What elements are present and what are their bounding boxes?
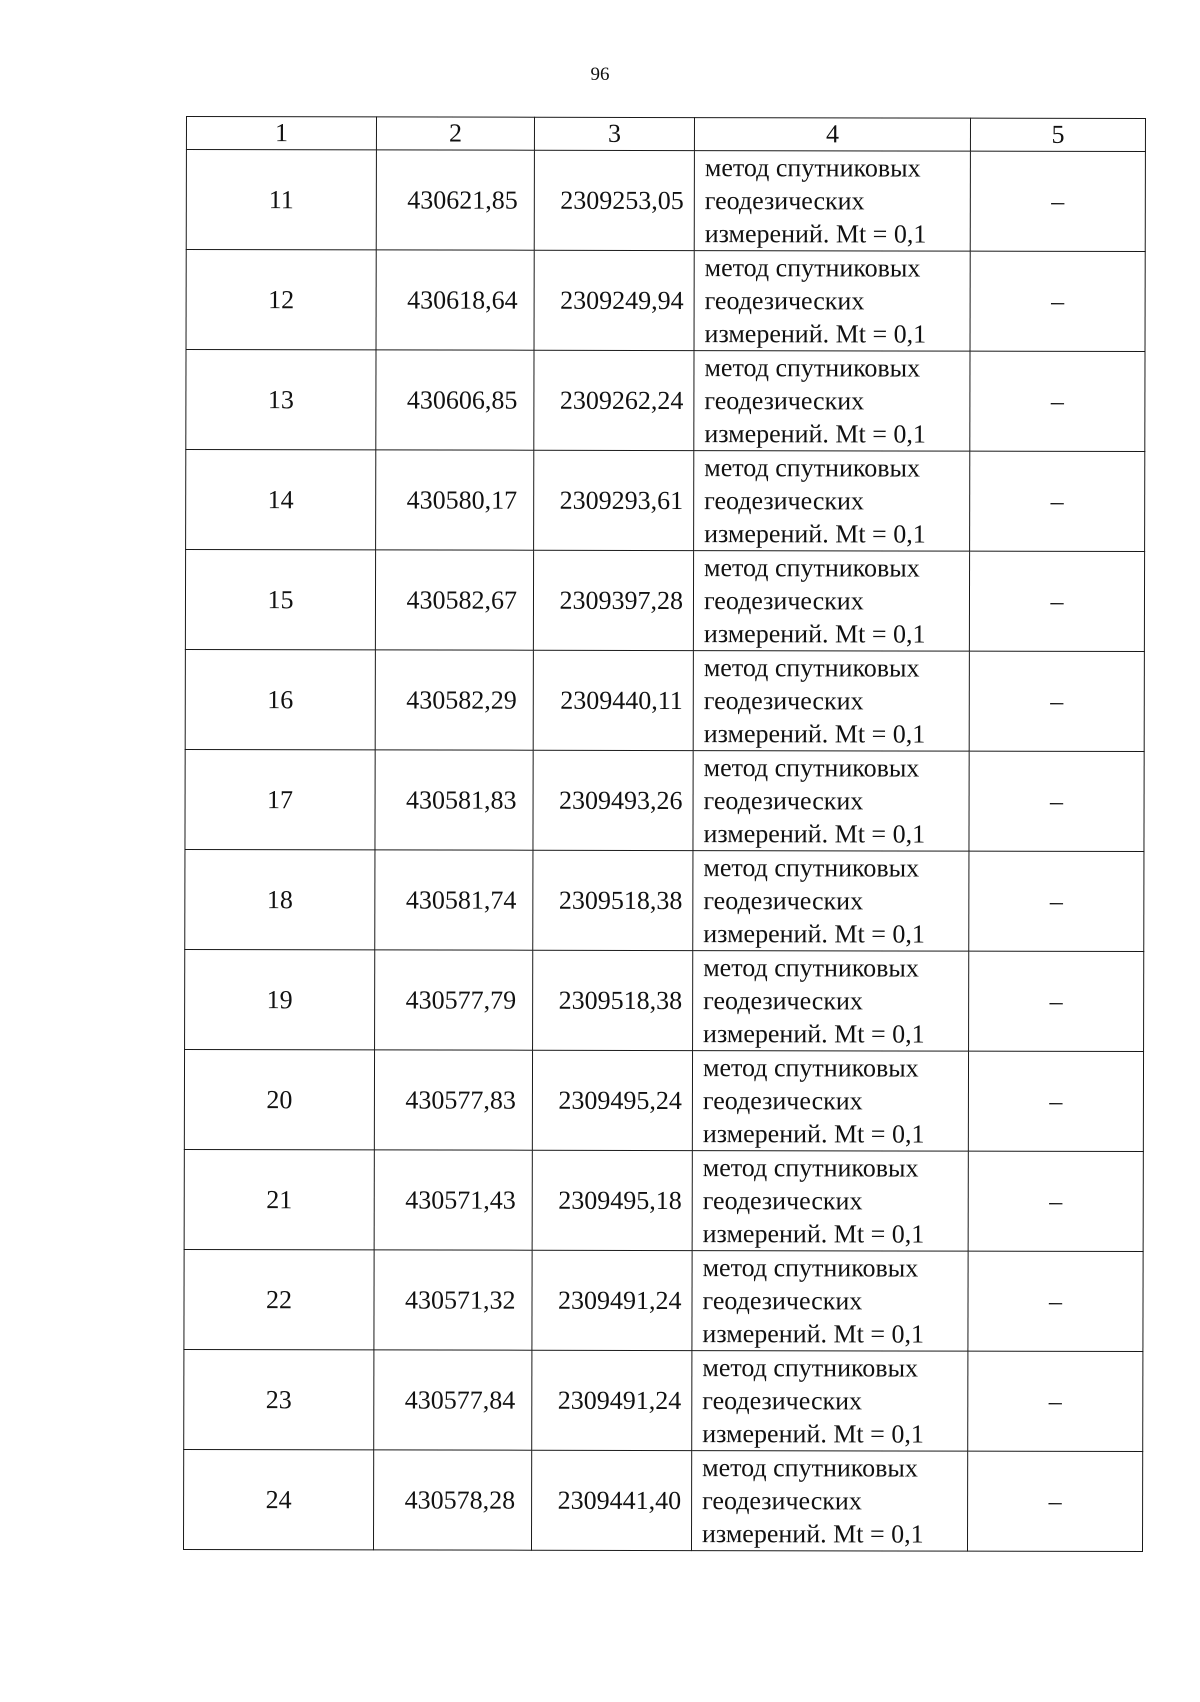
column-5-cell: – (969, 951, 1144, 1051)
method-description-cell (694, 251, 970, 352)
x-coordinate-cell: 430571,32 (374, 1250, 532, 1350)
table-body (183, 150, 1145, 1552)
method-description-cell (692, 1251, 968, 1352)
y-coordinate-cell: 2309493,26 (533, 750, 693, 850)
point-number-cell: 21 (184, 1149, 374, 1249)
point-number-cell: 19 (185, 949, 375, 1049)
y-coordinate-cell: 2309495,24 (532, 1050, 692, 1150)
column-5-cell: – (968, 1251, 1143, 1351)
point-number-cell: 16 (185, 649, 375, 749)
method-line: измерений. Mt = 0,1 (704, 419, 926, 449)
x-coordinate-cell: 430577,84 (374, 1350, 532, 1450)
header-cell-1: 1 (186, 117, 376, 150)
column-5-cell: – (969, 751, 1144, 851)
method-line: измерений. Mt = 0,1 (702, 1419, 924, 1449)
method-line: метод спутниковых (704, 253, 921, 283)
method-line: метод спутниковых (702, 1353, 919, 1383)
method-line: метод спутниковых (702, 1453, 918, 1483)
x-coordinate-cell: 430578,28 (373, 1450, 531, 1550)
method-line: метод спутниковых (703, 753, 920, 783)
method-description-cell (693, 651, 969, 752)
method-line: метод спутниковых (702, 1153, 919, 1183)
header-cell-3: 3 (534, 117, 694, 150)
method-description-cell (693, 851, 969, 952)
method-line: геодезических (703, 586, 864, 616)
method-line: метод спутниковых (704, 453, 920, 483)
method-description-cell (694, 151, 970, 252)
point-number-cell: 20 (184, 1049, 374, 1149)
y-coordinate-cell: 2309249,94 (534, 250, 694, 350)
method-line: измерений. Mt = 0,1 (704, 319, 927, 349)
method-description-cell (692, 1051, 968, 1152)
method-description-cell (692, 1351, 968, 1452)
point-number-cell: 15 (185, 550, 375, 650)
page-number: 96 (590, 64, 610, 85)
method-line: измерений. Mt = 0,1 (702, 1119, 925, 1149)
method-description-cell (693, 551, 969, 652)
method-line: метод спутниковых (704, 153, 921, 183)
method-line: геодезических (703, 986, 863, 1016)
method-line: измерений. Mt = 0,1 (703, 819, 926, 849)
x-coordinate-cell: 430581,83 (375, 750, 533, 850)
method-line: измерений. Mt = 0,1 (702, 1319, 925, 1349)
column-5-cell: – (968, 1051, 1143, 1151)
x-coordinate-cell: 430580,17 (376, 450, 534, 550)
table-row (184, 1249, 1143, 1351)
point-number-cell: 23 (184, 1349, 374, 1449)
y-coordinate-cell: 2309495,18 (532, 1150, 692, 1250)
method-line: геодезических (702, 1386, 863, 1416)
method-line: метод спутниковых (702, 1253, 919, 1283)
method-description-cell (691, 1451, 967, 1552)
method-line: геодезических (702, 1186, 863, 1216)
method-line: измерений. Mt = 0,1 (703, 619, 926, 649)
point-number-cell: 11 (186, 150, 376, 250)
coordinates-table (183, 116, 1146, 1552)
method-line: метод спутниковых (703, 953, 919, 983)
method-line: метод спутниковых (704, 553, 920, 583)
coordinates-table-container (183, 116, 1145, 1552)
header-cell-4: 4 (694, 118, 970, 152)
method-line: метод спутниковых (702, 1053, 919, 1083)
method-line: геодезических (702, 1286, 863, 1316)
column-5-cell: – (970, 451, 1145, 551)
method-line: метод спутниковых (704, 353, 921, 383)
table-row (185, 849, 1144, 951)
point-number-cell: 18 (185, 849, 375, 949)
table-row (186, 150, 1145, 252)
y-coordinate-cell: 2309262,24 (534, 350, 694, 450)
method-line: измерений. Mt = 0,1 (702, 1219, 925, 1249)
method-line: геодезических (704, 486, 864, 516)
method-description-cell (694, 351, 970, 452)
method-line: измерений. Mt = 0,1 (703, 919, 925, 949)
method-line: геодезических (704, 386, 865, 416)
table-row (184, 1149, 1143, 1251)
column-5-cell: – (969, 551, 1144, 651)
table-row (186, 250, 1145, 352)
method-description-cell (694, 451, 970, 552)
header-cell-2: 2 (376, 117, 534, 150)
method-line: измерений. Mt = 0,1 (703, 719, 926, 749)
table-row (186, 350, 1145, 452)
point-number-cell: 12 (186, 250, 376, 350)
x-coordinate-cell: 430582,67 (375, 550, 533, 650)
table-header (186, 117, 1145, 152)
table-row (185, 749, 1144, 851)
point-number-cell: 17 (185, 749, 375, 849)
point-number-cell: 13 (186, 350, 376, 450)
x-coordinate-cell: 430618,64 (376, 250, 534, 350)
method-line: метод спутниковых (703, 853, 920, 883)
method-line: измерений. Mt = 0,1 (704, 519, 926, 549)
column-5-cell: – (968, 1351, 1143, 1451)
table-row (184, 1049, 1143, 1151)
x-coordinate-cell: 430606,85 (376, 350, 534, 450)
y-coordinate-cell: 2309397,28 (533, 550, 693, 650)
method-line: измерений. Mt = 0,1 (704, 219, 927, 249)
y-coordinate-cell: 2309518,38 (533, 850, 693, 950)
column-5-cell: – (969, 651, 1144, 751)
header-row (186, 117, 1145, 152)
method-line: геодезических (702, 1086, 863, 1116)
y-coordinate-cell: 2309491,24 (532, 1350, 692, 1450)
column-5-cell: – (970, 151, 1145, 251)
column-5-cell: – (969, 851, 1144, 951)
column-5-cell: – (970, 251, 1145, 351)
method-line: геодезических (704, 186, 865, 216)
column-5-cell: – (968, 1151, 1143, 1251)
method-line: метод спутниковых (703, 653, 920, 683)
header-cell-5: 5 (970, 118, 1145, 151)
x-coordinate-cell: 430577,79 (375, 950, 533, 1050)
point-number-cell: 24 (183, 1449, 373, 1549)
table-row (184, 1349, 1143, 1451)
method-line: измерений. Mt = 0,1 (702, 1519, 924, 1549)
method-line: измерений. Mt = 0,1 (703, 1019, 925, 1049)
x-coordinate-cell: 430621,85 (376, 150, 534, 250)
table-row (185, 550, 1144, 652)
y-coordinate-cell: 2309293,61 (534, 450, 694, 550)
method-description-cell (693, 951, 969, 1052)
column-5-cell: – (967, 1451, 1142, 1551)
table-row (185, 949, 1144, 1051)
point-number-cell: 22 (184, 1249, 374, 1349)
x-coordinate-cell: 430577,83 (374, 1050, 532, 1150)
method-line: геодезических (703, 786, 864, 816)
point-number-cell: 14 (186, 450, 376, 550)
x-coordinate-cell: 430571,43 (374, 1150, 532, 1250)
column-5-cell: – (970, 351, 1145, 451)
table-row (185, 649, 1144, 751)
table-row (186, 450, 1145, 552)
x-coordinate-cell: 430581,74 (375, 850, 533, 950)
y-coordinate-cell: 2309518,38 (533, 950, 693, 1050)
method-line: геодезических (704, 286, 865, 316)
y-coordinate-cell: 2309491,24 (532, 1250, 692, 1350)
x-coordinate-cell: 430582,29 (375, 650, 533, 750)
table-row (183, 1449, 1142, 1551)
method-line: геодезических (703, 886, 864, 916)
y-coordinate-cell: 2309253,05 (534, 150, 694, 250)
method-description-cell (693, 751, 969, 852)
y-coordinate-cell: 2309441,40 (531, 1450, 691, 1550)
y-coordinate-cell: 2309440,11 (533, 650, 693, 750)
method-line: геодезических (703, 686, 864, 716)
method-description-cell (692, 1151, 968, 1252)
method-line: геодезических (702, 1486, 862, 1516)
